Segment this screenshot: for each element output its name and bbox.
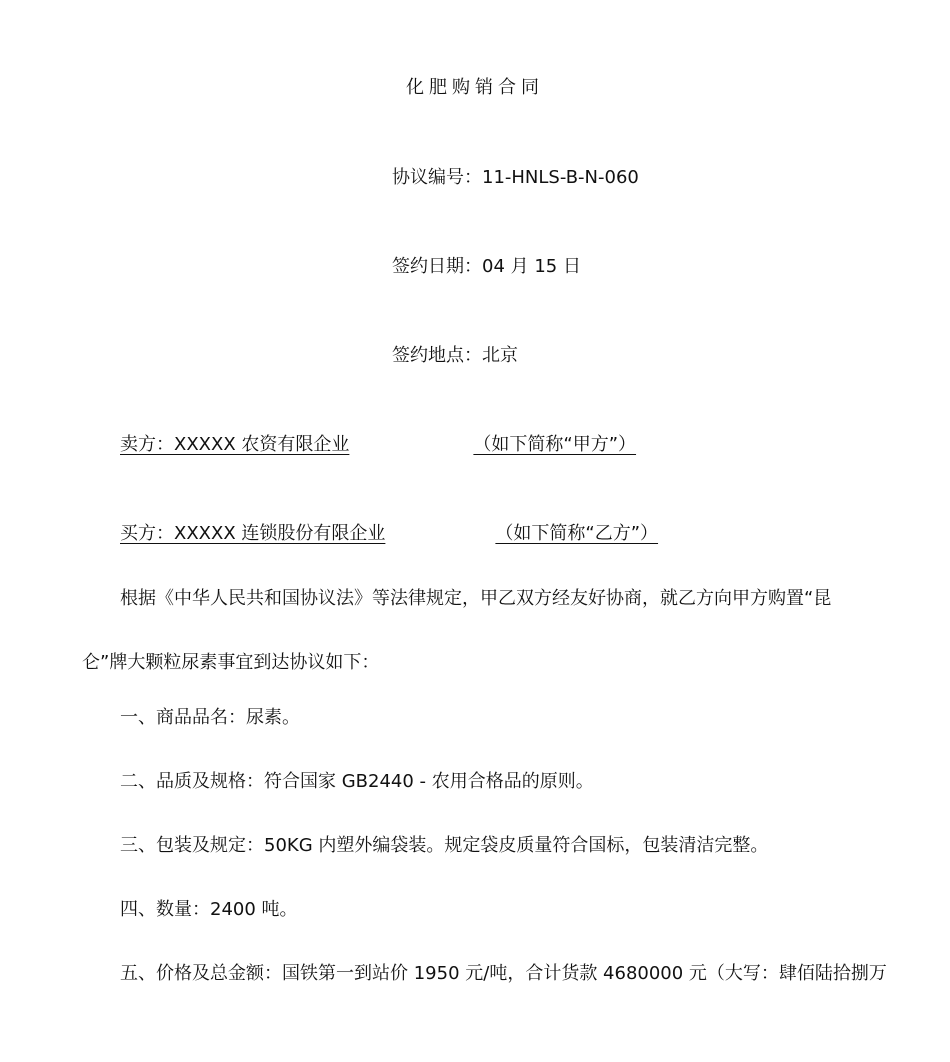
seller-alias: （如下简称“甲方”）: [473, 434, 637, 455]
seller-name: 卖方：XXXXX 农资有限企业: [120, 434, 350, 455]
sign-date: 签约日期：04 月 15 日: [392, 256, 581, 277]
intro-paragraph-line-2: 仑”牌大颗粒尿素事宜到达协议如下：: [82, 652, 380, 673]
clause-product-name: 一、商品品名：尿素。: [120, 707, 300, 728]
sign-place: 签约地点：北京: [392, 345, 518, 366]
clause-price-total: 五、价格及总金额：国铁第一到站价 1950 元/吨，合计货款 4680000 元（大写：肆佰陆拾捌万: [120, 963, 887, 984]
clause-quantity: 四、数量：2400 吨。: [120, 899, 298, 920]
underline-gap: [385, 522, 495, 546]
underline-gap: [349, 433, 473, 457]
seller-line: [120, 433, 636, 457]
agreement-number: 协议编号：11-HNLS-B-N-060: [392, 167, 639, 188]
buyer-name: 买方：XXXXX 连锁股份有限企业: [120, 523, 386, 544]
buyer-alias: （如下简称“乙方”）: [495, 523, 659, 544]
clause-packaging: 三、包装及规定：50KG 内塑外编袋装。规定袋皮质量符合国标，包装清洁完整。: [120, 835, 769, 856]
clause-quality-spec: 二、品质及规格：符合国家 GB2440 - 农用合格品的原则。: [120, 771, 594, 792]
intro-paragraph-line-1: 根据《中华人民共和国协议法》等法律规定，甲乙双方经友好协商，就乙方向甲方购置“昆: [120, 588, 832, 609]
document-title: 化肥购销合同: [406, 77, 544, 98]
buyer-line: [120, 522, 658, 546]
